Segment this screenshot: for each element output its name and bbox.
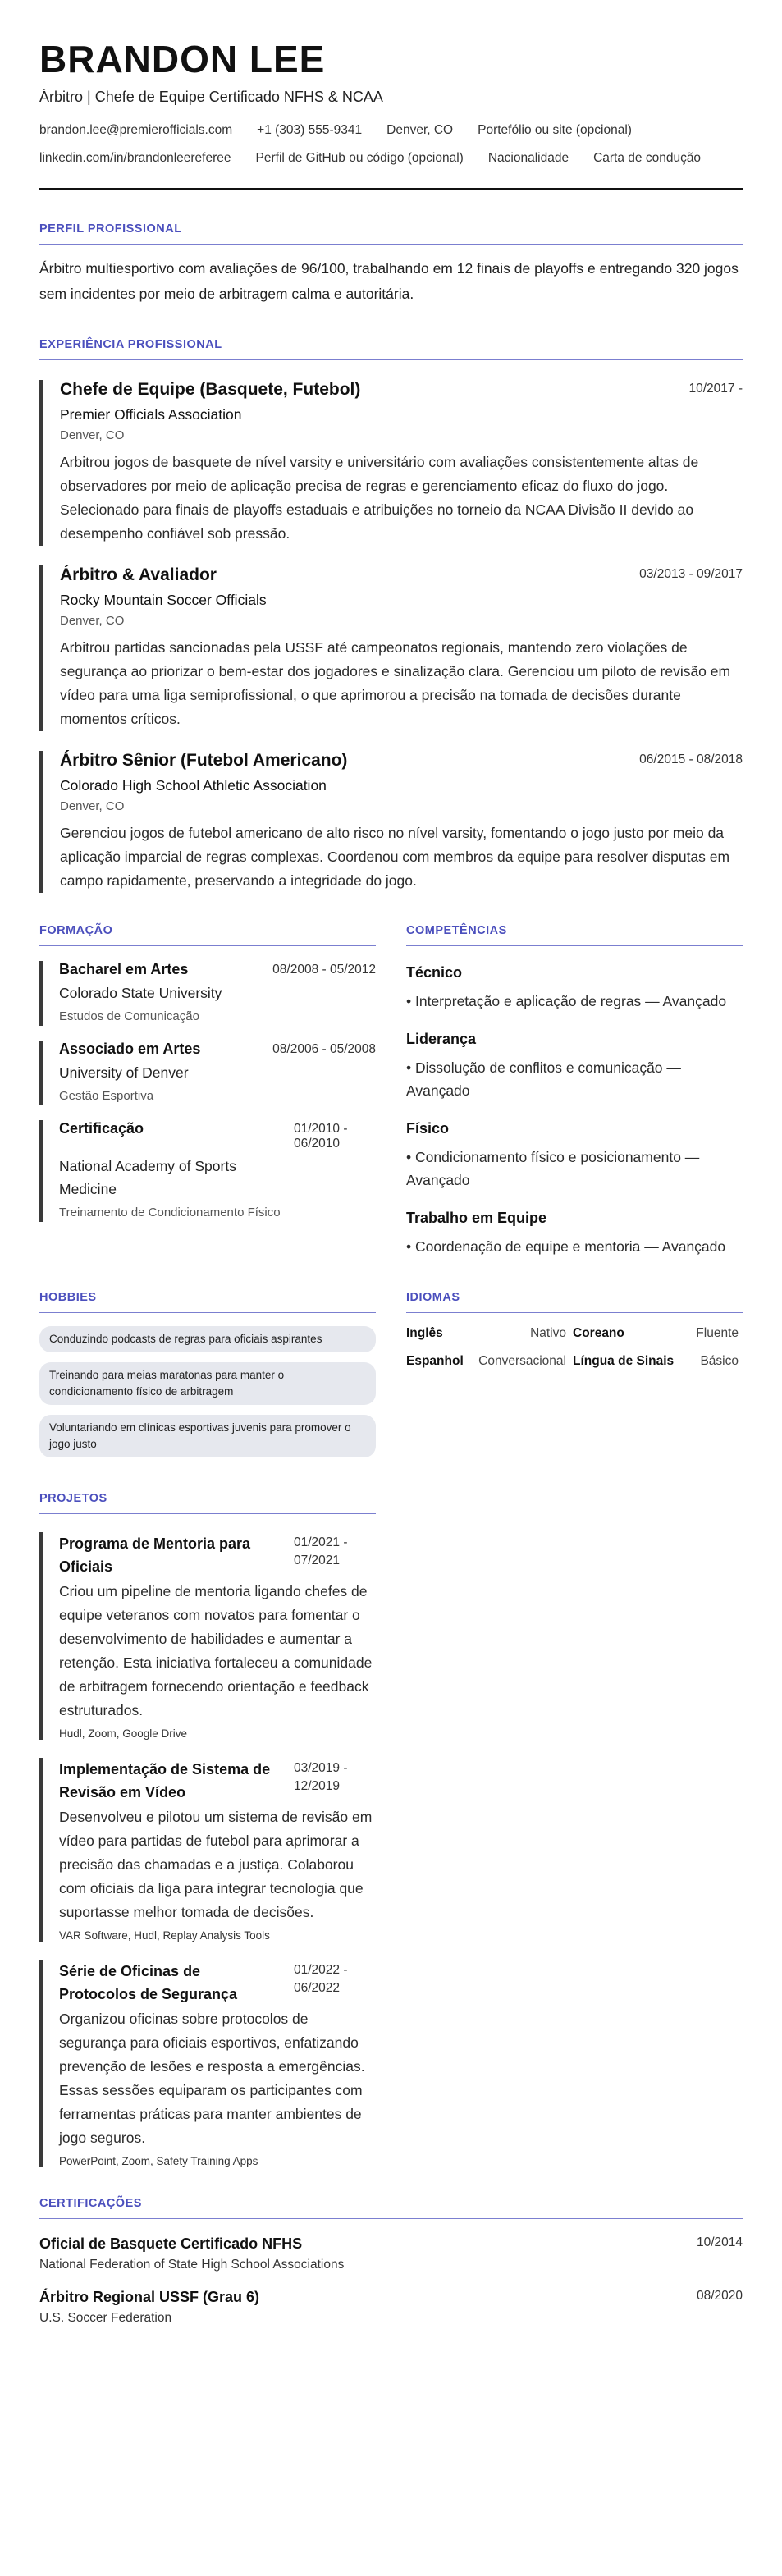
education-degree: Certificação	[59, 1120, 144, 1137]
experience-section	[39, 338, 743, 893]
skills-section	[406, 924, 743, 1258]
education-degree: Bacharel em Artes	[59, 961, 189, 977]
contact-email[interactable]: brandon.lee@premierofficials.com	[39, 123, 233, 137]
languages-heading: IDIOMAS	[406, 1291, 743, 1313]
job-location: Denver, CO	[60, 428, 125, 442]
header-divider	[39, 188, 743, 190]
contact-drivers-license: Carta de condução	[593, 151, 702, 165]
skill-category: Técnico	[406, 964, 463, 981]
hobbies-section	[39, 1291, 376, 1457]
experience-heading: EXPERIÊNCIA PROFISSIONAL	[39, 338, 743, 360]
education-entry	[39, 1120, 376, 1222]
candidate-name: BRANDON LEE	[39, 38, 326, 80]
job-date: 06/2015 - 08/2018	[639, 753, 743, 766]
education-field: Treinamento de Condicionamento Físico	[59, 1206, 281, 1219]
job-entry	[39, 751, 743, 893]
languages-section	[406, 1291, 743, 1457]
job-company: Premier Officials Association	[60, 406, 242, 423]
summary-text: Árbitro multiesportivo com avaliações de 96/100, trabalhando em 12 finais de playoffs e entregando 320 jogos sem incidentes por meio de arbitragem calma e autoritária.	[39, 260, 739, 302]
job-entry	[39, 380, 743, 546]
certification-date: 08/2020	[696, 2289, 743, 2303]
skills-heading: COMPETÊNCIAS	[406, 924, 743, 946]
education-date: 01/2010 - 06/2010	[294, 1122, 348, 1151]
job-role: Árbitro & Avaliador	[60, 565, 217, 584]
certification-date: 10/2014	[696, 2235, 743, 2249]
job-company: Colorado High School Athletic Association	[60, 777, 327, 794]
projects-section	[39, 1492, 743, 2167]
certification-entry	[39, 2235, 743, 2272]
project-entry	[39, 1960, 376, 2167]
project-tools: PowerPoint, Zoom, Safety Training Apps	[59, 2155, 258, 2167]
project-description: Criou um pipeline de mentoria ligando chefes de equipe veteranos com novatos para fomentar o desenvolvimento de habilidades e aumentar a retenção. Esta iniciativa fortaleceu a comunidade de arbitragem fornecendo orientação e feedback estruturados.	[59, 1583, 373, 1718]
education-heading: FORMAÇÃO	[39, 924, 376, 946]
project-date: 03/2019 - 12/2019	[294, 1761, 348, 1793]
education-school: National Academy of Sports Medicine	[59, 1158, 236, 1197]
certifications-section	[39, 2197, 743, 2326]
language-name: Inglês	[406, 1326, 443, 1340]
hobby-tag: Conduzindo podcasts de regras para oficiais aspirantes	[39, 1326, 376, 1352]
contact-location: Denver, CO	[386, 123, 454, 137]
project-tools: VAR Software, Hudl, Replay Analysis Tools	[59, 1929, 270, 1942]
hobby-tag: Treinando para meias maratonas para manter o condicionamento físico de arbitragem	[39, 1362, 376, 1405]
education-date: 08/2006 - 05/2008	[272, 1042, 376, 1056]
certification-org: U.S. Soccer Federation	[39, 2311, 172, 2325]
certification-entry	[39, 2289, 743, 2326]
education-field: Estudos de Comunicação	[59, 1009, 199, 1023]
contact-portfolio[interactable]: Portefólio ou site (opcional)	[478, 123, 632, 137]
language-name: Espanhol	[406, 1354, 464, 1368]
education-entry	[39, 1041, 376, 1105]
hobbies-languages-row	[39, 1291, 743, 1457]
skill-category: Físico	[406, 1120, 450, 1137]
project-date: 01/2022 - 06/2022	[294, 1963, 348, 1995]
language-level: Nativo	[530, 1326, 566, 1340]
job-description: Gerenciou jogos de futebol americano de alto risco no nível varsity, fomentando o jogo justo por meio da aplicação imparcial de regras complexas. Coordenou com membros da equipe para resolver disputas em campo rapidamente, preservando a integridade do jogo.	[60, 825, 730, 889]
project-description: Organizou oficinas sobre protocolos de segurança para oficiais esportivos, enfatizando prevenção de lesões e resposta a emergências. Essas sessões equiparam os participantes com ferramentas práticas para manter ambientes de jogo seguros.	[59, 2011, 365, 2146]
skill-item: • Interpretação e aplicação de regras — Avançado	[406, 993, 727, 1009]
education-school: Colorado State University	[59, 985, 222, 1001]
certifications-heading: CERTIFICAÇÕES	[39, 2197, 743, 2219]
education-date: 08/2008 - 05/2012	[272, 963, 376, 977]
skill-item: • Condicionamento físico e posicionamento — Avançado	[406, 1149, 700, 1188]
education-field: Gestão Esportiva	[59, 1089, 154, 1103]
certification-name: Oficial de Basquete Certificado NFHS	[39, 2235, 303, 2252]
summary-heading: PERFIL PROFISSIONAL	[39, 222, 743, 245]
contact-linkedin[interactable]: linkedin.com/in/brandonleereferee	[39, 151, 231, 165]
education-entry	[39, 961, 376, 1026]
job-date: 10/2017 -	[688, 382, 743, 396]
hobbies-heading: HOBBIES	[39, 1291, 376, 1313]
language-level: Básico	[700, 1354, 739, 1368]
hobby-tag: Voluntariando em clínicas esportivas juvenis para promover o jogo justo	[39, 1415, 376, 1457]
education-degree: Associado em Artes	[59, 1041, 201, 1057]
job-location: Denver, CO	[60, 614, 125, 628]
language-name: Coreano	[573, 1326, 624, 1340]
project-title: Série de Oficinas de Protocolos de Segurança	[59, 1963, 238, 2002]
summary-section	[39, 222, 743, 307]
job-location: Denver, CO	[60, 799, 125, 813]
skill-item: • Coordenação de equipe e mentoria — Avançado	[406, 1238, 726, 1255]
project-title: Implementação de Sistema de Revisão em Vídeo	[59, 1761, 271, 1800]
skill-category: Trabalho em Equipe	[406, 1210, 547, 1226]
job-entry	[39, 565, 743, 731]
certification-org: National Federation of State High School Associations	[39, 2258, 345, 2272]
project-title: Programa de Mentoria para Oficiais	[59, 1535, 251, 1575]
project-date: 01/2021 - 07/2021	[294, 1535, 348, 1567]
contact-nationality: Nacionalidade	[487, 151, 569, 165]
projects-heading: PROJETOS	[39, 1492, 376, 1514]
education-section	[39, 924, 376, 1258]
resume-header	[39, 38, 743, 167]
skill-category: Liderança	[406, 1031, 477, 1047]
job-company: Rocky Mountain Soccer Officials	[60, 592, 267, 608]
job-description: Arbitrou partidas sancionadas pela USSF até campeonatos regionais, mantendo zero violações de segurança ao priorizar o bem-estar dos jogadores e sinalização clara. Gerenciou um piloto de revisão em vídeo para uma liga semiprofissional, o que aprimorou a precisão na tomada de decisões durante momentos críticos.	[60, 639, 731, 727]
education-school: University of Denver	[59, 1064, 189, 1081]
contact-phone[interactable]: +1 (303) 555-9341	[257, 123, 363, 137]
skill-item: • Dissolução de conflitos e comunicação — Avançado	[406, 1059, 681, 1099]
job-description: Arbitrou jogos de basquete de nível varsity e universitário com avaliações consistentemente altas de observadores por meio de aplicação precisa de regras e gerenciamento eficaz do fluxo do jogo. Selecionado para finais de playoffs estaduais e atribuições no torneio da NCAA Divisão II devido ao desempenho confiável sob pressão.	[60, 454, 699, 542]
contact-info	[39, 122, 743, 167]
language-level: Conversacional	[478, 1354, 566, 1368]
job-role: Chefe de Equipe (Basquete, Futebol)	[60, 380, 361, 399]
project-entry	[39, 1758, 376, 1942]
certification-name: Árbitro Regional USSF (Grau 6)	[39, 2289, 260, 2305]
language-name: Língua de Sinais	[573, 1354, 675, 1368]
language-level: Fluente	[696, 1326, 739, 1340]
candidate-title: Árbitro | Chefe de Equipe Certificado NFHS & NCAA	[39, 89, 383, 105]
education-skills-row	[39, 924, 743, 1258]
project-entry	[39, 1532, 376, 1740]
job-date: 03/2013 - 09/2017	[639, 567, 743, 581]
project-description: Desenvolveu e pilotou um sistema de revisão em vídeo para partidas de futebol para aprimorar a precisão das chamadas e a justiça. Colaborou com oficiais da liga para integrar tecnologia que suportasse melhor tomada de decisões.	[59, 1809, 373, 1920]
languages-grid	[406, 1326, 743, 1369]
job-role: Árbitro Sênior (Futebol Americano)	[60, 751, 348, 770]
project-tools: Hudl, Zoom, Google Drive	[59, 1727, 188, 1740]
contact-github[interactable]: Perfil de GitHub ou código (opcional)	[255, 151, 464, 165]
